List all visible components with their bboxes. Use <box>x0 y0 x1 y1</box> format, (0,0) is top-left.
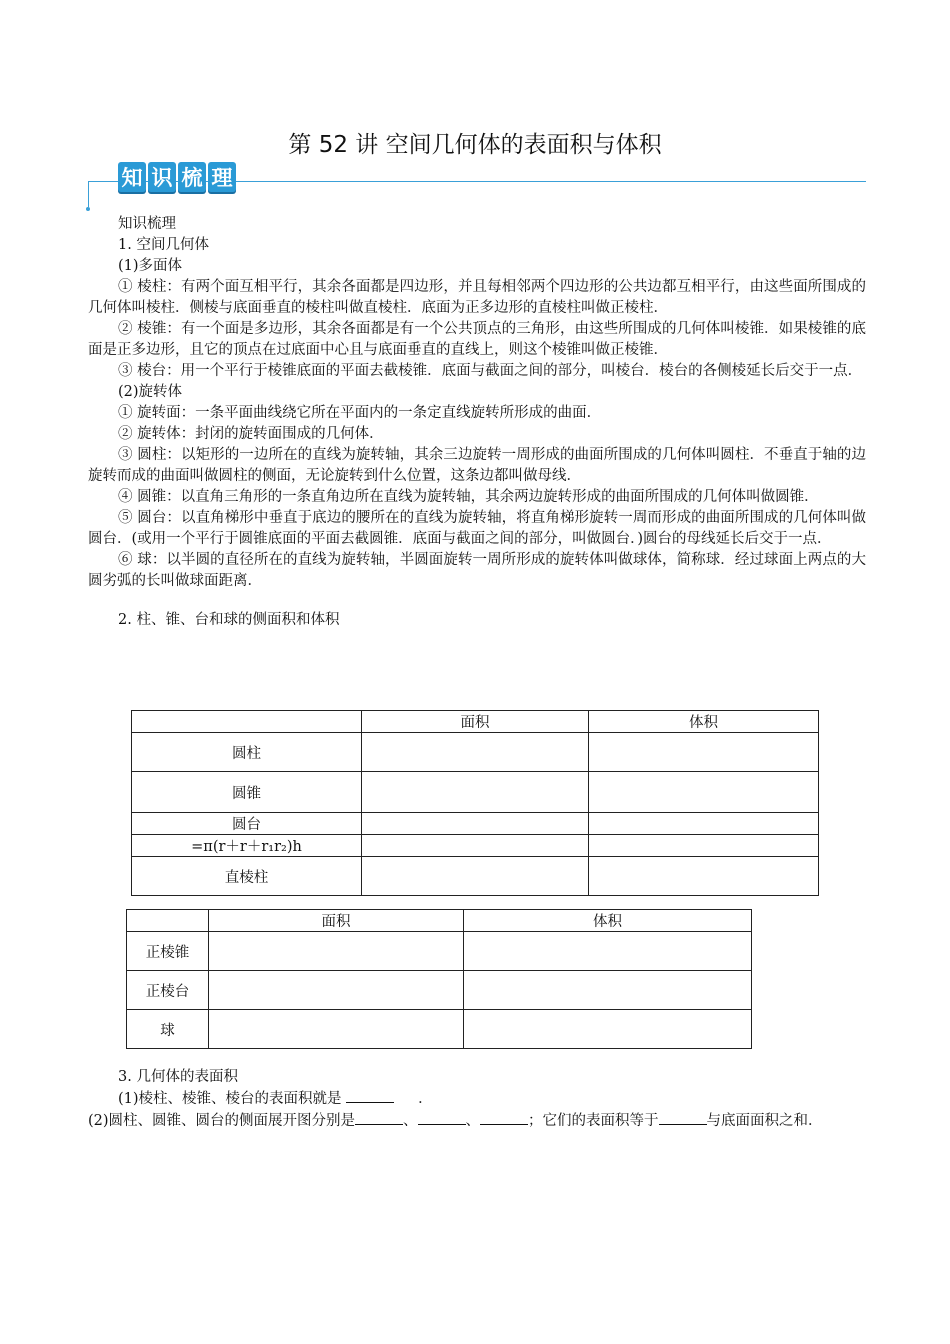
s3-heading: 3. 几何体的表面积 <box>118 1069 238 1085</box>
paragraph-rotation-surface: ① 旋转面：一条平面曲线绕它所在平面内的一条定直线旋转所形成的曲面． <box>118 405 602 421</box>
q2-sep: 、 <box>465 1113 481 1129</box>
table-cell <box>589 733 819 772</box>
table-header-cell <box>132 711 362 733</box>
answer-blank[interactable] <box>346 1088 394 1103</box>
banner-char: 知 <box>118 162 146 192</box>
table-header-cell: 面积 <box>362 711 589 733</box>
table-cell <box>464 1010 752 1049</box>
table-cell <box>362 857 589 896</box>
table-cell <box>362 835 589 857</box>
table-cell <box>589 835 819 857</box>
row-label: 圆锥 <box>132 772 362 813</box>
table-polyhedra <box>126 909 752 1049</box>
table-header-row <box>132 711 819 733</box>
question-1 <box>88 1088 866 1110</box>
s2-heading: 2. 柱、锥、台和球的侧面积和体积 <box>118 612 340 628</box>
paragraph-truncated-cone: ⑤ 圆台：以直角梯形中垂直于底边的腰所在的直线为旋转轴，将直角梯形旋转一周而形成的曲面所围成的几何体叫做圆台．(或用一个平行于圆锥底面的平面去截圆锥．底面与截面之间的部分，叫做圆台．)圆台的母线延长后交于一点． <box>88 510 866 547</box>
paragraph-sphere: ⑥ 球：以半圆的直径所在的直线为旋转轴，半圆面旋转一周所形成的旋转体叫做球体，简称球．经过球面上两点的大圆劣弧的长叫做球面距离． <box>88 552 866 589</box>
table-cell <box>362 733 589 772</box>
q1-end: ． <box>418 1091 433 1107</box>
row-label: 圆台 <box>132 813 362 835</box>
table-row <box>132 857 819 896</box>
table-cell <box>464 971 752 1010</box>
row-label: 正棱台 <box>127 971 209 1010</box>
q2-text-b: ；它们的表面积等于 <box>528 1113 659 1129</box>
table-header-cell: 面积 <box>209 910 464 932</box>
main-content <box>88 214 866 631</box>
banner-dot <box>86 207 90 211</box>
paragraph-rotation-body: ② 旋转体：封闭的旋转面围成的几何体． <box>118 426 384 442</box>
table-cell <box>362 772 589 813</box>
banner-char: 理 <box>208 162 236 192</box>
section-3 <box>88 1067 866 1132</box>
table-cell <box>209 971 464 1010</box>
table-cell <box>209 932 464 971</box>
table-header-cell: 体积 <box>589 711 819 733</box>
answer-blank[interactable] <box>355 1110 403 1125</box>
row-label: 正棱锥 <box>127 932 209 971</box>
banner-vertical-line <box>88 181 89 207</box>
q1-text: (1)棱柱、棱锥、棱台的表面积就是 <box>118 1091 342 1107</box>
row-label: 球 <box>127 1010 209 1049</box>
q2-text-c: 与底面面积之和． <box>706 1113 823 1129</box>
banner-char: 梳 <box>178 162 206 192</box>
table-cell <box>589 772 819 813</box>
section-heading: 知识梳理 <box>118 216 176 232</box>
section-banner <box>88 162 866 212</box>
question-2 <box>88 1110 866 1132</box>
table-row <box>127 1010 752 1049</box>
row-label: 直棱柱 <box>132 857 362 896</box>
table-row <box>132 772 819 813</box>
answer-blank[interactable] <box>418 1110 466 1125</box>
s1-sub2: (2)旋转体 <box>118 384 183 400</box>
q2-sep: 、 <box>403 1113 418 1129</box>
table-header-cell: 体积 <box>464 910 752 932</box>
table-header-cell <box>127 910 209 932</box>
table-round-bodies <box>131 710 819 896</box>
table-cell <box>589 813 819 835</box>
table-row <box>127 932 752 971</box>
table-row <box>132 733 819 772</box>
table-cell <box>362 813 589 835</box>
table-row <box>127 971 752 1010</box>
paragraph-cone: ④ 圆锥：以直角三角形的一条直角边所在直线为旋转轴，其余两边旋转形成的曲面所围成的几何体叫做圆锥． <box>118 489 819 505</box>
answer-blank[interactable] <box>480 1110 528 1125</box>
banner-tabs <box>118 162 236 196</box>
table-cell <box>209 1010 464 1049</box>
table-row <box>132 813 819 835</box>
table-row <box>132 835 819 857</box>
row-label: =π(r＋r＋r₁r₂)h <box>132 835 362 857</box>
answer-blank[interactable] <box>659 1110 707 1125</box>
q2-text-a: (2)圆柱、圆锥、圆台的侧面展开图分别是 <box>88 1113 356 1129</box>
table-cell <box>464 932 752 971</box>
paragraph-cylinder: ③ 圆柱：以矩形的一边所在的直线为旋转轴，其余三边旋转一周形成的曲面所围成的几何体叫圆柱．不垂直于轴的边旋转而成的曲面叫做圆柱的侧面，无论旋转到什么位置，这条边都叫做母线． <box>88 447 866 484</box>
banner-char: 识 <box>148 162 176 192</box>
row-label: 圆柱 <box>132 733 362 772</box>
s1-heading: 1. 空间几何体 <box>118 237 209 253</box>
s1-sub1: (1)多面体 <box>118 258 183 274</box>
table-header-row <box>127 910 752 932</box>
paragraph-prism: ① 棱柱：有两个面互相平行，其余各面都是四边形，并且每相邻两个四边形的公共边都互相平行，由这些面所围成的几何体叫棱柱．侧棱与底面垂直的棱柱叫做直棱柱．底面为正多边形的直棱柱叫做正棱柱． <box>88 279 866 316</box>
paragraph-pyramid: ② 棱锥：有一个面是多边形，其余各面都是有一个公共顶点的三角形，由这些所围成的几何体叫棱锥．如果棱锥的底面是正多边形，且它的顶点在过底面中心且与底面垂直的直线上，则这个棱锥叫做正棱锥． <box>88 321 866 358</box>
table-cell <box>589 857 819 896</box>
paragraph-frustum: ③ 棱台：用一个平行于棱锥底面的平面去截棱锥．底面与截面之间的部分，叫棱台．棱台的各侧棱延长后交于一点． <box>118 363 863 379</box>
page-title: 第 52 讲 空间几何体的表面积与体积 <box>288 132 662 158</box>
